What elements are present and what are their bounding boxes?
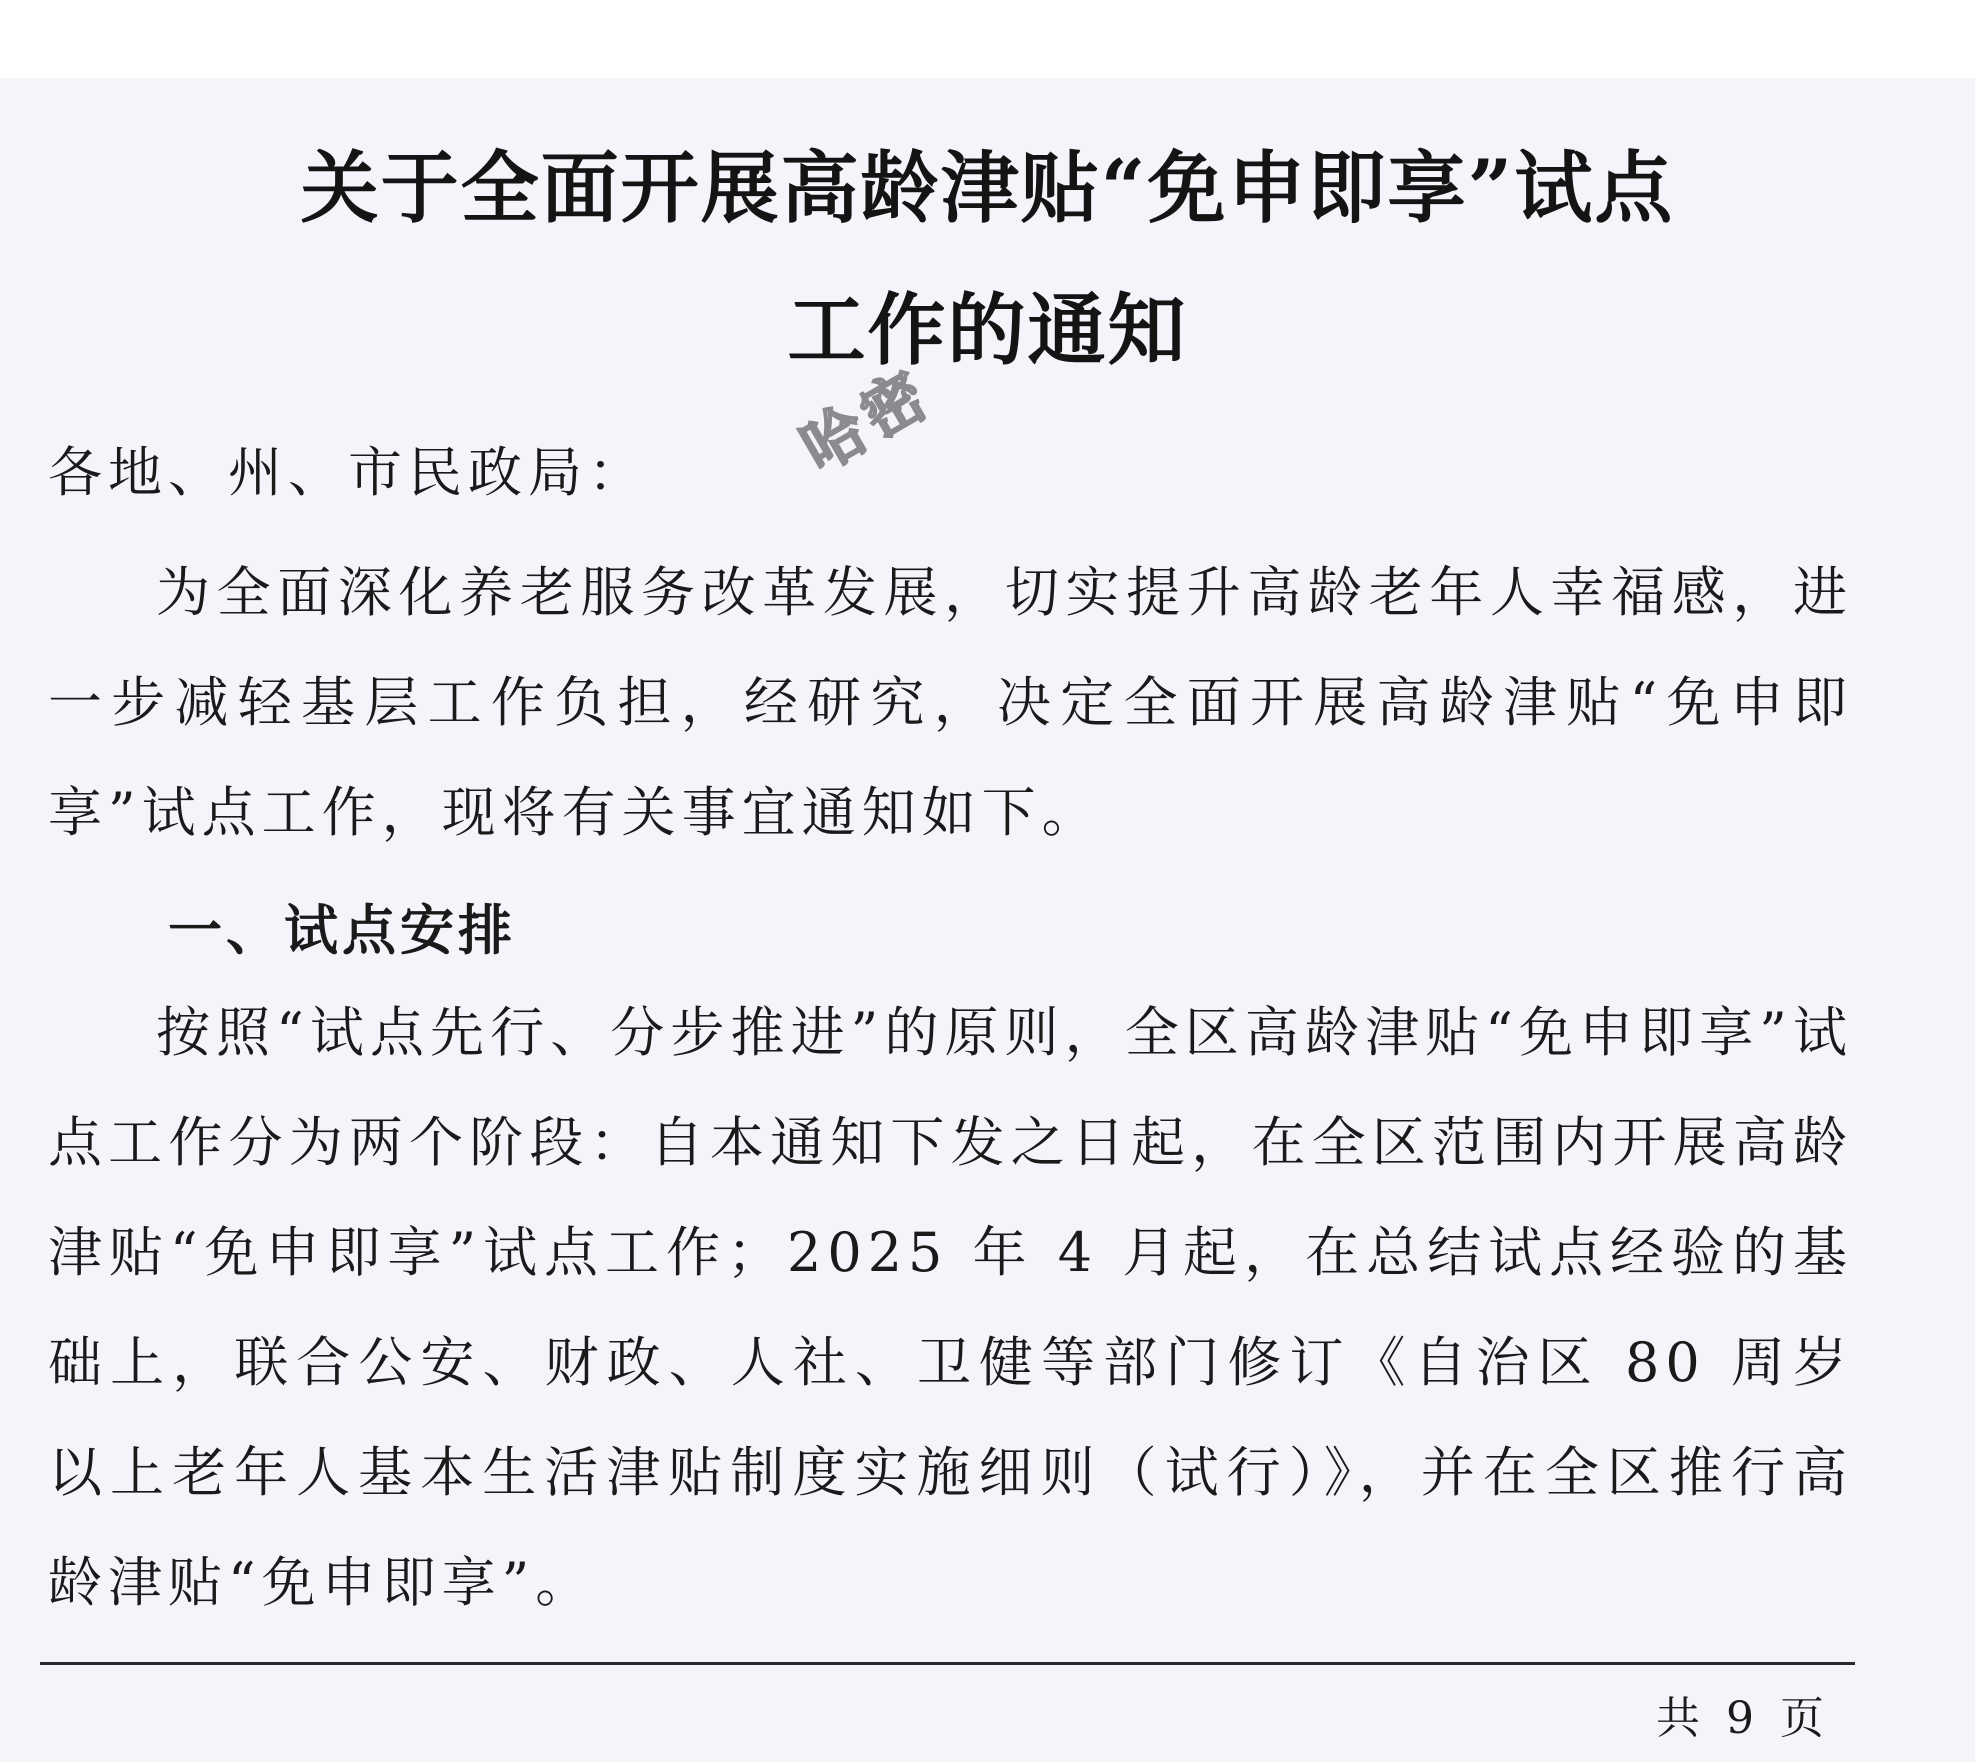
salutation: 各地、州、市民政局： <box>48 441 648 504</box>
document-title-line-1: 关于全面开展高龄津贴“免申即享”试点 <box>300 143 1675 234</box>
scan-top-margin <box>0 0 1975 78</box>
body-paragraph-1: 为全面深化养老服务改革发展，切实提升高龄老年人幸福感，进一步减轻基层工作负担，经研究，决定全面开展高龄津贴“免申即享”试点工作，现将有关事宜通知如下。 <box>48 561 1853 844</box>
document-title-line-2: 工作的通知 <box>787 285 1188 376</box>
watermark-stamp: 哈密 <box>789 355 944 487</box>
page-count: 共 9 页 <box>1656 1693 1830 1744</box>
footer-divider <box>40 1662 1855 1665</box>
section-heading-1: 一、试点安排 <box>168 898 516 962</box>
body-paragraph-2: 按照“试点先行、分步推进”的原则，全区高龄津贴“免申即享”试点工作分为两个阶段：自本通知下发之日起，在全区范围内开展高龄津贴“免申即享”试点工作；2025 年 4 月起，在总结试点经验的基础上，联合公安、财政、人社、卫健等部门修订《自治区 80 周岁以上老年人基本生活津贴制度实施细则（试行）》，并在全区推行高龄津贴“免申即享”。 <box>48 1001 1853 1614</box>
